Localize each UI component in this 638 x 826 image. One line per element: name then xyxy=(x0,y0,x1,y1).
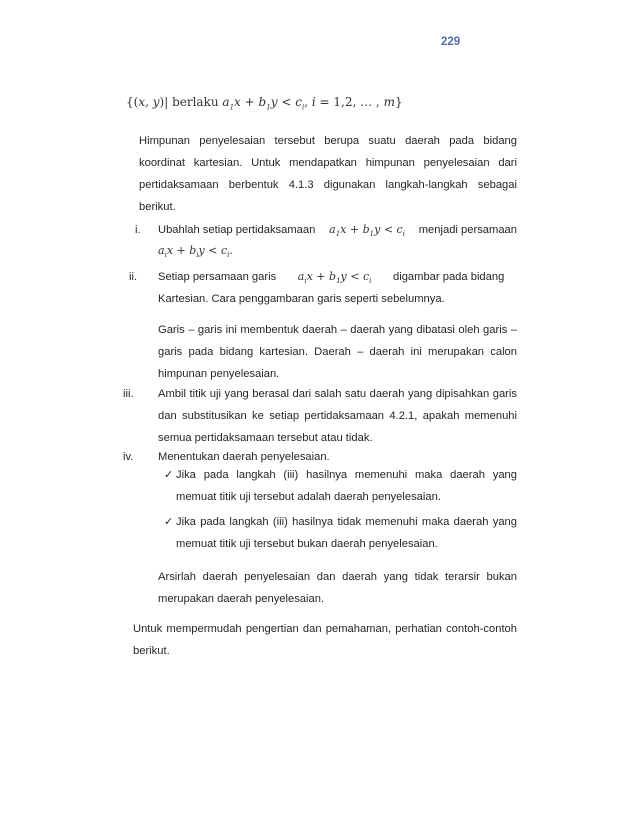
step-ii-line1: Setiap persamaan garis $a_ix + b_1y < c_i$ digambar pada bidang xyxy=(158,266,517,292)
step-iv-bullet-1: Jika pada langkah (iii) hasilnya memenuhi maka daerah yang memuat titik uji tersebut adalah daerah penyelesaian. xyxy=(176,469,517,503)
outro-paragraph: Untuk mempermudah pengertian dan pemahaman, perhatian contoh-contoh berikut. xyxy=(133,623,517,657)
step-ii-line2: Kartesian. Cara penggambaran garis seperti sebelumnya. xyxy=(158,293,445,305)
step-iii-label: iii. xyxy=(123,388,134,400)
page-number: 229 xyxy=(441,36,461,48)
checkmark-icon: ✓ xyxy=(164,516,174,528)
checkmark-icon: ✓ xyxy=(164,469,174,481)
step-iii-text: Ambil titik uji yang berasal dari salah satu daerah yang dipisahkan garis dan substitusikan ke setiap pertidaksamaan 4.2.1, apakah memenuhi semua pertidaksamaan tersebut atau tidak. xyxy=(158,388,517,444)
step-ii-equation: $a_ix + b_1y < c_i$ xyxy=(297,270,372,286)
step-iv-label: iv. xyxy=(123,451,134,463)
set-builder-formula: {(x, y)| berlaku $a_1x + b_1y < c_i$, i = 1,2, … , m} xyxy=(126,95,403,112)
step-iv-text: Menentukan daerah penyelesaian. xyxy=(158,451,330,463)
step-i-inequality: $a_1x + b_1y < c_i$ xyxy=(329,223,405,239)
step-iv-bullet-2: Jika pada langkah (iii) hasilnya tidak memenuhi maka daerah yang memuat titik uji tersebut bukan daerah penyelesaian. xyxy=(176,516,517,550)
formula-word: berlaku xyxy=(172,95,219,109)
step-i-label: i. xyxy=(135,224,141,236)
step-iv-closing: Arsirlah daerah penyelesaian dan daerah yang tidak terarsir bukan merupakan daerah penyelesaian. xyxy=(158,571,517,605)
step-ii-label: ii. xyxy=(129,271,138,283)
step-ii-paragraph: Garis – garis ini membentuk daerah – daerah yang dibatasi oleh garis – garis pada bidang kartesian. Daerah – daerah ini merupakan calon himpunan penyelesaian. xyxy=(158,324,517,380)
step-i-equation: $a_ix + b_iy < c_i$. xyxy=(158,244,233,260)
step-i-line1: Ubahlah setiap pertidaksamaan $a_1x + b_1y < c_i$ menjadi persamaan xyxy=(158,219,517,245)
intro-paragraph: Himpunan penyelesaian tersebut berupa suatu daerah pada bidang koordinat kartesian. Untuk mendapatkan himpunan penyelesaian dari pertidaksamaan berbentuk 4.1.3 digunakan langkah-langkah sebagai berikut. xyxy=(139,135,517,213)
